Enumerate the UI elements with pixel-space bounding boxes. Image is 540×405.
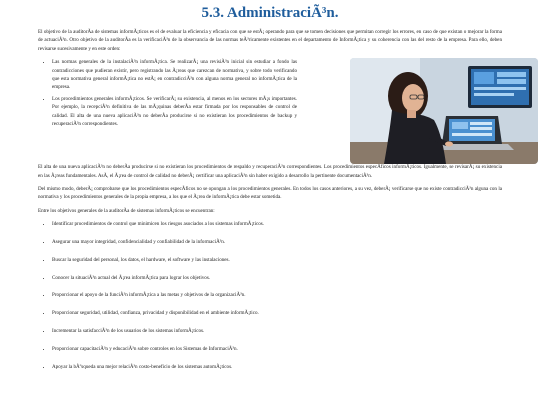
- section-title: 5.3. AdministraciÃ³n.: [201, 5, 339, 21]
- objective-item: • Buscar la seguridad del personal, los datos, el hardware, el software y las instalaciones.: [52, 256, 502, 264]
- review-order-list: [38, 58, 297, 128]
- objective-item: • Proporcionar seguridad, utilidad, confianza, privacidad y disponibilidad en el ambiente informÃ¡tico.: [52, 309, 502, 317]
- office-photo: [350, 58, 538, 164]
- review-order-section: [38, 58, 502, 163]
- objective-item: • Apoyar la bÃºsqueda una mejor relaciÃ³n costo-beneficio de los sistemas automÃ¡ticos.: [52, 363, 502, 371]
- objective-item: • Asegurar una mayor integridad, confidencialidad y confiabilidad de la informaciÃ³n.: [52, 238, 502, 246]
- body-text: [38, 163, 502, 215]
- review-order-item: • Los procedimientos generales informÃ¡ticos. Se verificarÃ¡ su existencia, al menos en los sectores mÃ¡s importantes. Por ejemplo, la recepciÃ³n definitiva de las mÃ¡quinas deberÃa estar firmada por los responsables de control de calidad. El alta de una nueva aplicaciÃ³n no deberÃa producirse si no existieran los procedimientos de backup y recuperaciÃ³n correspondientes.: [52, 95, 297, 129]
- objective-item: • Proporcionar el apoyo de la funciÃ³n informÃ¡tica a las metas y objetivos de la organizaciÃ³n.: [52, 291, 502, 299]
- objective-item: • Proporcionar capacitaciÃ³n y educaciÃ³n sobre controles en los Sistemas de InformaciÃ³n.: [52, 345, 502, 353]
- objective-item: • Identificar procedimientos de control que minimicen los riesgos asociados a los sistemas informÃ¡ticos.: [52, 220, 502, 228]
- paragraph: Del mismo modo, deberÃ¡ comprobarse que los procedimientos especÃficos no se opongan a los procedimientos generales. En todos los casos anteriores, a su vez, deberÃ¡ verificarse que no existe contradicciÃ³n alguna con la normativa y los procedimientos generales de la propia empresa, a los que el Ã¡rea de informÃ¡tica debe estar sometida.: [38, 186, 502, 201]
- objectives-intro: Entre los objetivos generales de la auditorÃa de sistemas informÃ¡ticos se encuentran:: [38, 207, 215, 214]
- review-order-item: • Las normas generales de la instalaciÃ³n informÃ¡tica. Se realizarÃ¡ una revisiÃ³n inicial sin estudiar a fondo las contradicciones que pudieran existir, pero registrando las Ã¡reas que carezcan de normativa, y sobre todo verificando que esta normativa general informÃ¡tica no estÃ¡ en contradicciÃ³n con alguna norma general no informÃ¡tica de la empresa.: [52, 58, 297, 92]
- objective-item: • Incrementar la satisfacciÃ³n de los usuarios de los sistemas informÃ¡ticos.: [52, 327, 502, 335]
- photo-illustration: [350, 58, 538, 164]
- intro-paragraph: El objetivo de la auditorÃa de sistemas informÃ¡ticos es el de evaluar la eficiencia y eficacia con que se estÃ¡ operando para que se tomen decisiones que permitan corregir los errores, en caso de que existan o mejorar la forma de actuaciÃ³n. Otro objetivo de la auditorÃa es la verificaciÃ³n de la observancia de las normas teÃ³ricamente existentes en el departamento de InformÃ¡tica y su coherencia con las del resto de la empresa. Para ello, deben revisarse sucesivamente y en este orden:: [38, 29, 502, 52]
- paragraph: El alta de una nueva aplicaciÃ³n no deberÃa producirse si no existieran los procedimientos de respaldo y recuperaciÃ³n correspondientes. Los procedimientos especÃficos informÃ¡ticos. Igualmente, se revisarÃ¡ su existencia en las Ã¡reas fundamentales. AsÃ, el Ã¡rea de control de calidad no deberÃ¡ certificar una aplicaciÃ³n sin haber exigido a desarrollo la pertinente documentaciÃ³n.: [38, 164, 502, 179]
- objective-item: • Conocer la situaciÃ³n actual del Ã¡rea informÃ¡tica para lograr los objetivos.: [52, 274, 502, 282]
- objectives-list: [38, 220, 502, 371]
